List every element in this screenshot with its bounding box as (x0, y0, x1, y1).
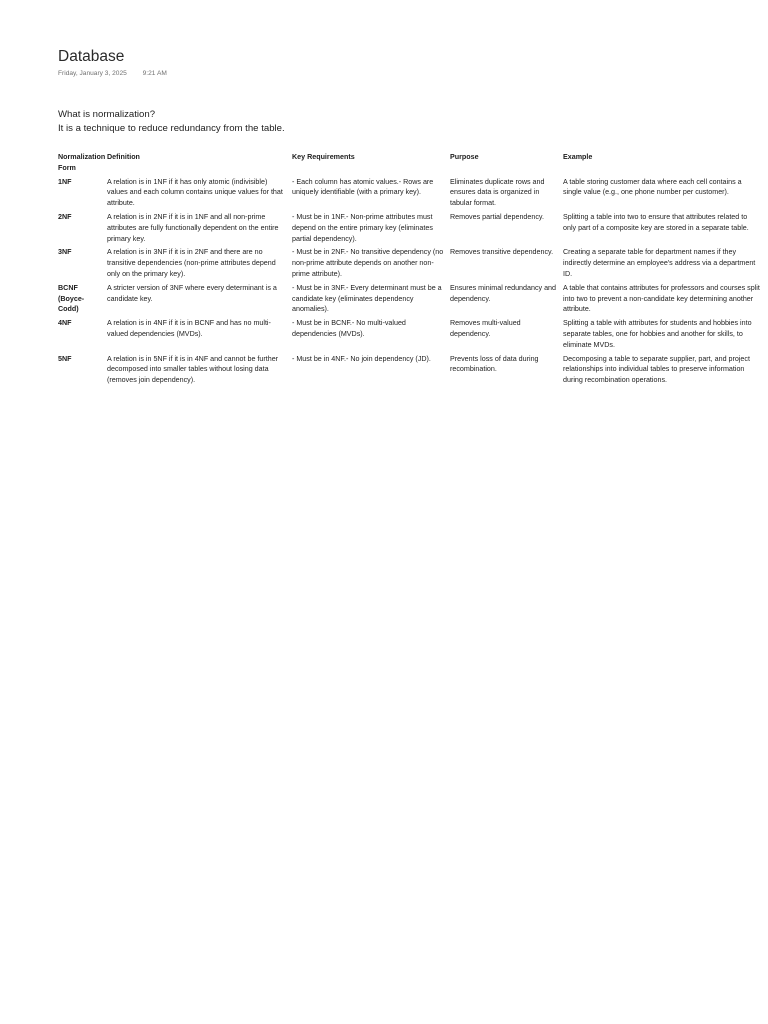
example-cell[interactable]: A table storing customer data where each cell contains a single value (e.g., one phone number per customer). (563, 177, 742, 197)
header-form[interactable]: Normalization Form (58, 153, 106, 172)
table-row (56, 317, 764, 352)
form-cell[interactable]: 5NF (58, 354, 72, 363)
purpose-cell[interactable]: Removes partial dependency. (450, 212, 544, 221)
example-cell[interactable]: Splitting a table with attributes for students and hobbies into separate tables, one for hobbies and another for skills, to eliminate MVDs. (563, 319, 752, 349)
purpose-cell[interactable]: Ensures minimal redundancy and dependency. (450, 283, 556, 303)
page-date: Friday, January 3, 2025 (58, 70, 127, 77)
header-example[interactable]: Example (563, 153, 593, 161)
page-title[interactable]: Database (58, 48, 125, 65)
requirements-cell[interactable]: - Must be in 3NF.- Every determinant must be a candidate key (eliminates dependency anomalies). (292, 283, 442, 314)
header-purpose[interactable]: Purpose (450, 153, 479, 161)
purpose-cell[interactable]: Prevents loss of data during recombination. (450, 354, 539, 374)
form-cell[interactable]: 2NF (58, 212, 72, 221)
example-cell[interactable]: A table that contains attributes for professors and courses split into two to prevent a non-candidate key determining another attribute. (563, 283, 760, 314)
purpose-cell[interactable]: Removes transitive dependency. (450, 248, 554, 257)
example-cell[interactable]: Splitting a table into two to ensure that attributes related to only part of a composite key are stored in a separate table. (563, 212, 749, 232)
table-row (56, 211, 764, 246)
definition-cell[interactable]: A relation is in 1NF if it has only atomic (indivisible) values and each column contains unique values for that attribute. (107, 177, 283, 208)
header-key-requirements[interactable]: Key Requirements (292, 153, 355, 161)
intro-question[interactable]: What is normalization? (58, 109, 156, 120)
page-timestamp (58, 70, 167, 77)
page-time: 9:21 AM (142, 70, 167, 77)
normalization-table[interactable] (56, 151, 764, 388)
purpose-cell[interactable]: Eliminates duplicate rows and ensures data is organized in tabular format. (450, 177, 545, 208)
intro-outline[interactable] (58, 108, 285, 135)
form-cell[interactable]: BCNF (Boyce-Codd) (58, 283, 85, 314)
example-cell[interactable]: Decomposing a table to separate supplier, part, and project relationships into individual tables to preserve information during recombination operations. (563, 354, 750, 385)
definition-cell[interactable]: A relation is in 5NF if it is in 4NF and cannot be further decomposed into smaller tables without losing data (removes join dependency). (107, 354, 279, 385)
table-row (56, 353, 764, 388)
requirements-cell[interactable]: - Must be in 1NF.- Non-prime attributes must depend on the entire primary key (eliminates partial dependency). (292, 212, 433, 243)
purpose-cell[interactable]: Removes multi-valued dependency. (450, 319, 521, 338)
requirements-cell[interactable]: - Each column has atomic values.- Rows are uniquely identifiable (with a primary key). (292, 177, 434, 197)
requirements-cell[interactable]: - Must be in 2NF.- No transitive dependency (no non-prime attribute depends on another non-prime attribute). (292, 248, 444, 278)
form-cell[interactable]: 3NF (58, 248, 72, 257)
requirements-cell[interactable]: - Must be in 4NF.- No join dependency (JD). (292, 354, 431, 363)
form-cell[interactable]: 1NF (58, 177, 72, 186)
table-row (56, 246, 764, 281)
header-definition[interactable]: Definition (107, 153, 140, 161)
example-cell[interactable]: Creating a separate table for department names if they indirectly determine an employee's address via a department ID. (563, 248, 756, 278)
intro-answer[interactable]: It is a technique to reduce redundancy from the table. (58, 122, 285, 134)
definition-cell[interactable]: A relation is in 2NF if it is in 1NF and all non-prime attributes are fully functionally dependent on the entire primary key. (107, 212, 279, 243)
requirements-cell[interactable]: - Must be in BCNF.- No multi-valued dependencies (MVDs). (292, 319, 406, 338)
definition-cell[interactable]: A relation is in 3NF if it is in 2NF and there are no transitive dependencies (non-prime attributes depend only on the primary key). (107, 248, 276, 278)
definition-cell[interactable]: A stricter version of 3NF where every determinant is a candidate key. (107, 283, 277, 303)
definition-cell[interactable]: A relation is in 4NF if it is in BCNF and has no multi-valued dependencies (MVDs). (107, 319, 271, 338)
table-header-row (56, 151, 764, 176)
table-row (56, 176, 764, 211)
table-row (56, 282, 764, 317)
form-cell[interactable]: 4NF (58, 319, 72, 328)
